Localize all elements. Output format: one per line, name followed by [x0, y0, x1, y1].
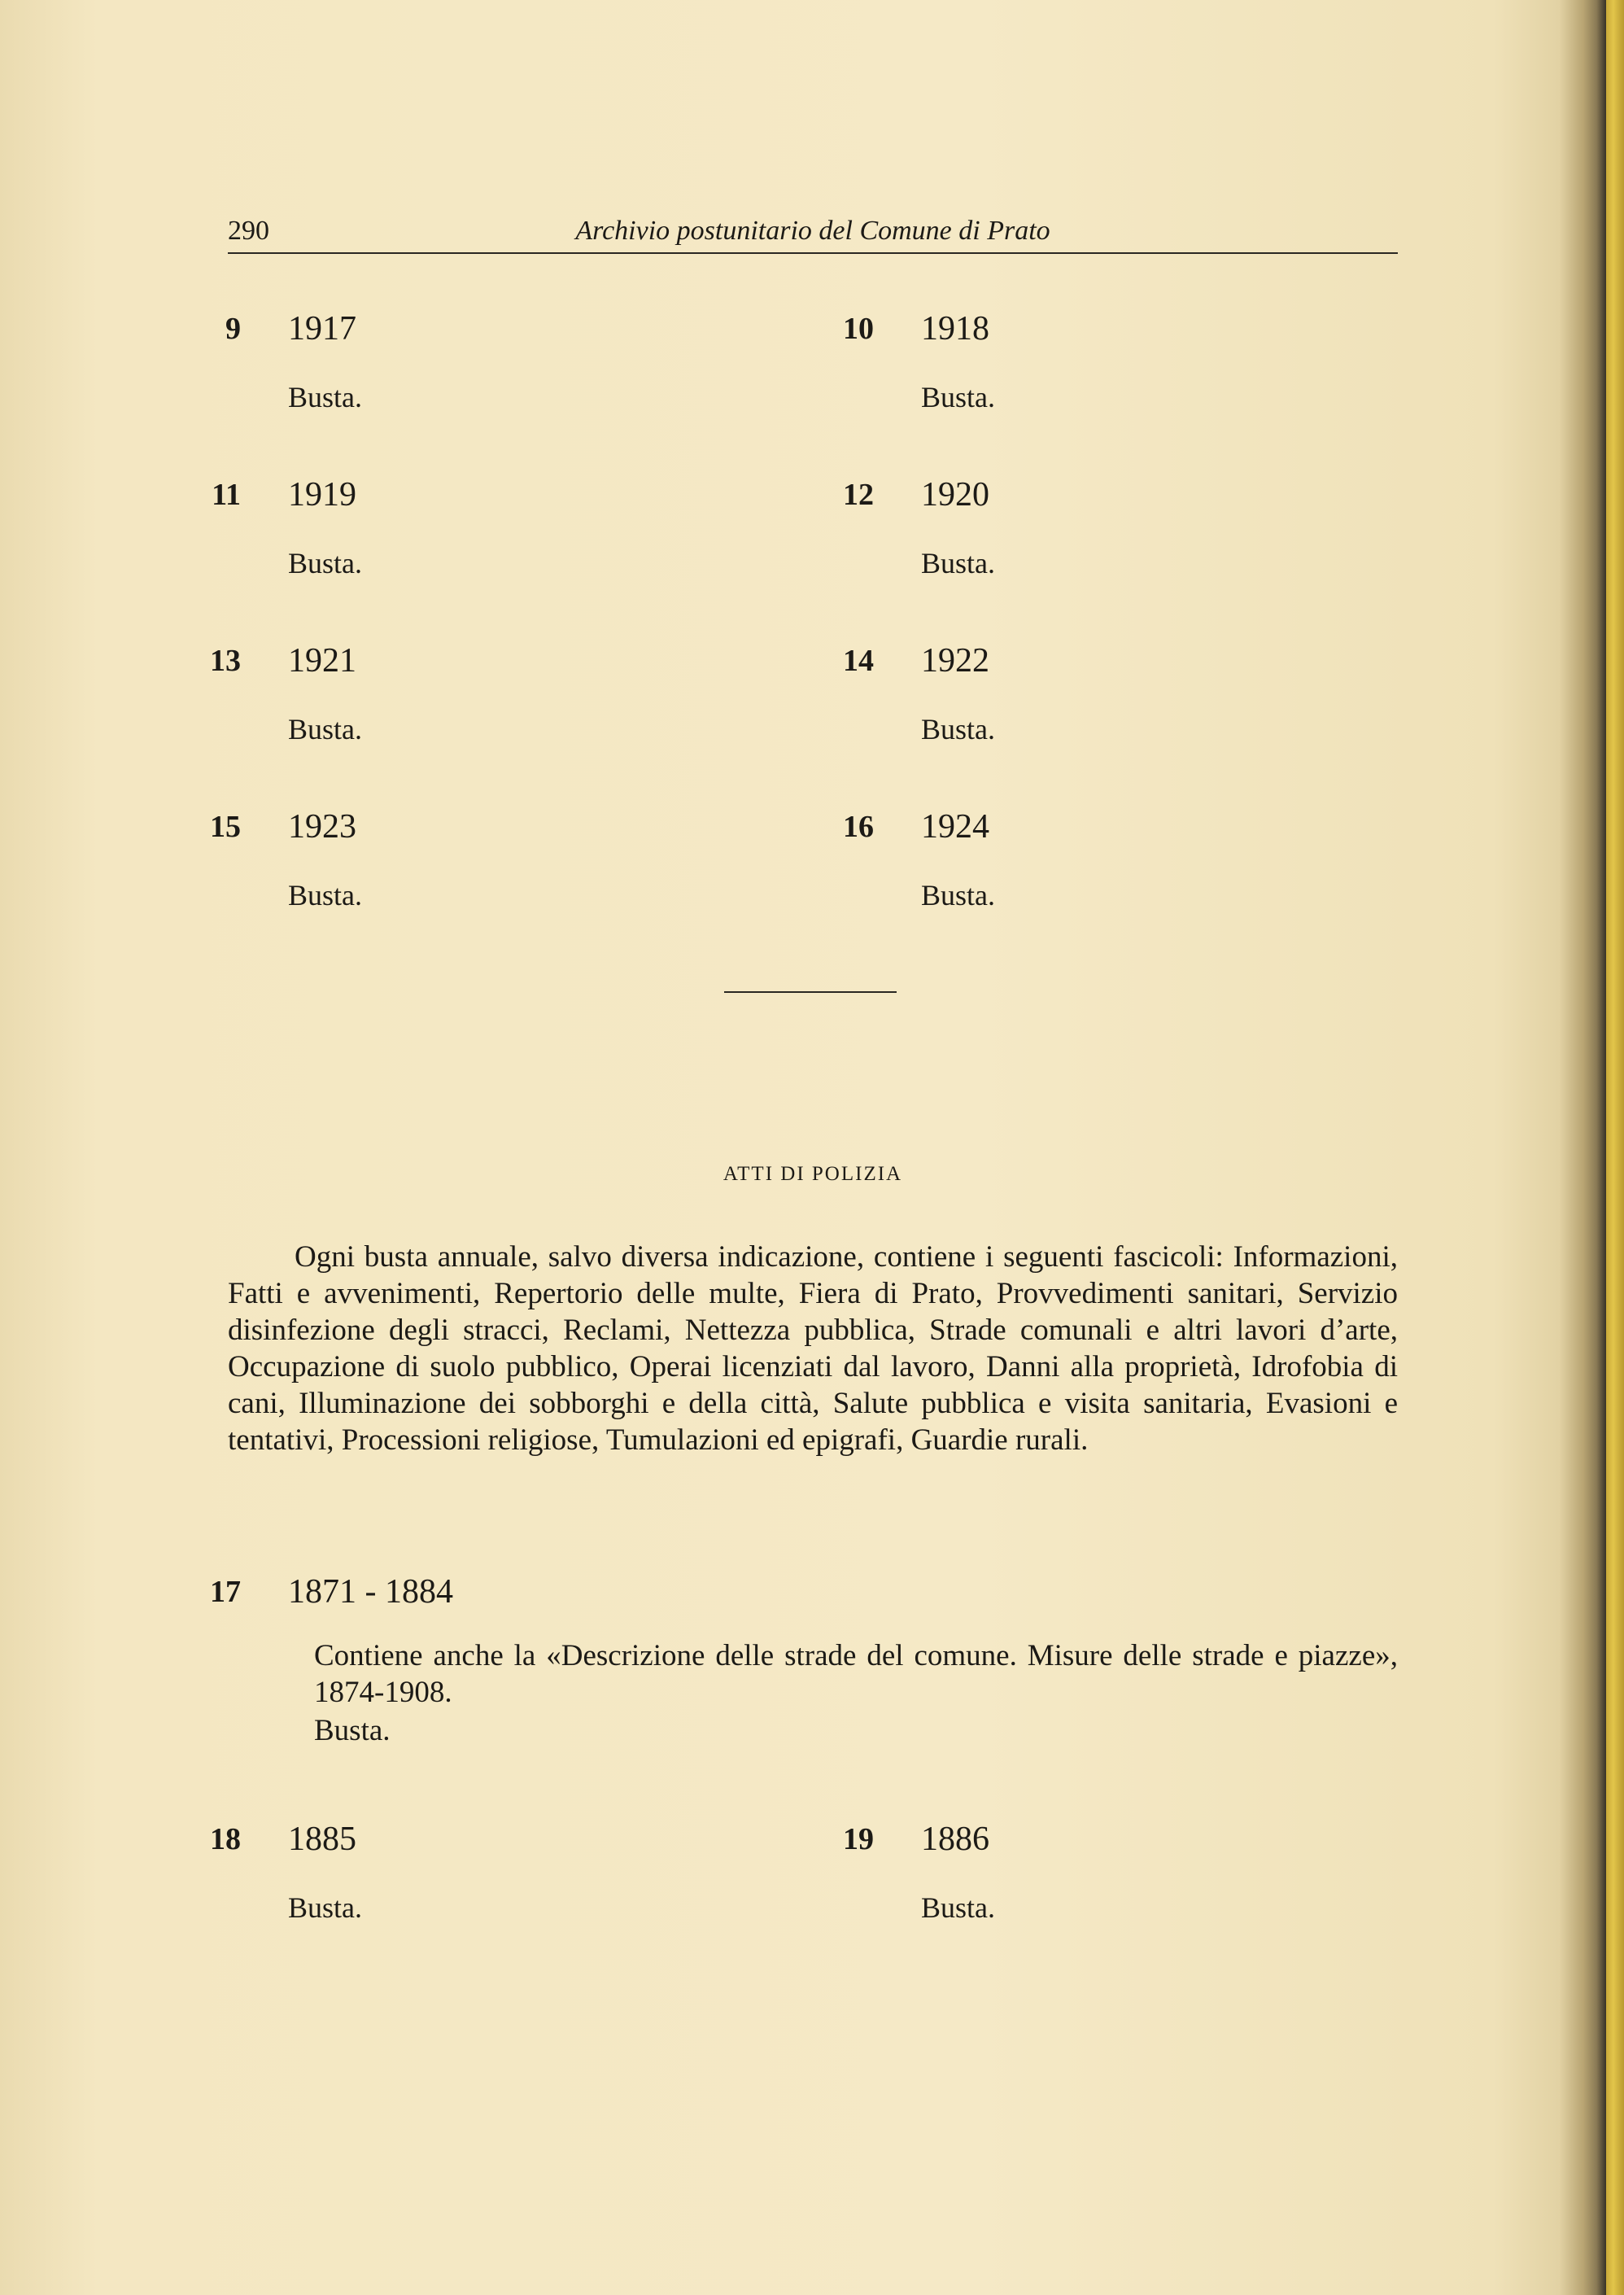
entry-year: 1885: [288, 1821, 356, 1858]
entry-busta: Busta.: [921, 381, 996, 413]
entry-year: 1922: [921, 642, 989, 680]
entry-year: 1921: [288, 642, 356, 680]
entry-busta: Busta.: [288, 381, 363, 413]
entry-17-note: Contiene anche la «Descrizione delle strade del comune. Misure delle strade e piazze», 1874-1908.: [314, 1639, 1398, 1709]
entry-busta: Busta.: [288, 547, 363, 579]
section-title: ATTI DI POLIZIA: [723, 1163, 903, 1185]
entry-year: 1919: [288, 476, 356, 514]
entry-year: 1871 - 1884: [288, 1573, 453, 1611]
entry-number: 9: [225, 312, 241, 346]
entry-year: 1918: [921, 310, 989, 348]
section-separator: [724, 991, 897, 993]
entry-busta: Busta.: [288, 713, 363, 745]
entry-number: 17: [210, 1575, 241, 1609]
entry-number: 11: [212, 478, 241, 512]
page-number: 290: [228, 216, 269, 246]
entry-year: 1920: [921, 476, 989, 514]
entry-number: 19: [843, 1822, 874, 1856]
running-title: Archivio postunitario del Comune di Prato: [575, 216, 1050, 246]
entry-number: 12: [843, 478, 874, 512]
entry-busta: Busta.: [288, 879, 363, 911]
page-edge: [1606, 0, 1624, 2295]
entry-number: 13: [210, 644, 241, 678]
entry-busta: Busta.: [921, 1891, 996, 1924]
entry-busta: Busta.: [288, 1891, 363, 1924]
entry-number: 18: [210, 1822, 241, 1856]
entry-number: 16: [843, 810, 874, 844]
entry-busta: Busta.: [921, 879, 996, 911]
entry-busta: Busta.: [921, 713, 996, 745]
entry-year: 1924: [921, 808, 989, 846]
entry-busta: Busta.: [921, 547, 996, 579]
entry-number: 15: [210, 810, 241, 844]
entry-year: 1886: [921, 1821, 989, 1858]
entry-number: 10: [843, 312, 874, 346]
section-description: Ogni busta annuale, salvo diversa indicazione, contiene i seguenti fascicoli: Informazioni, Fatti e avvenimenti, Repertorio delle multe, Fiera di Prato, Provvedimenti sanitari, Servizio disinfezione degli stracci, Reclami, Nettezza pubblica, Strade comunali e altri lavori d’arte, Occupazione di suolo pubblico, Operai licenziati dal lavoro, Danni alla proprietà, Idrofobia di cani, Illuminazione dei sobborghi e della città, Salute pubblica e visita sanitaria, Evasioni e tentativi, Processioni religiose, Tumulazioni ed epigrafi, Guardie rurali.: [228, 1240, 1398, 1457]
page-header: [228, 213, 1398, 254]
entry-year: 1917: [288, 310, 356, 348]
entry-number: 14: [843, 644, 874, 678]
entry-17-busta: Busta.: [314, 1714, 391, 1747]
entry-year: 1923: [288, 808, 356, 846]
